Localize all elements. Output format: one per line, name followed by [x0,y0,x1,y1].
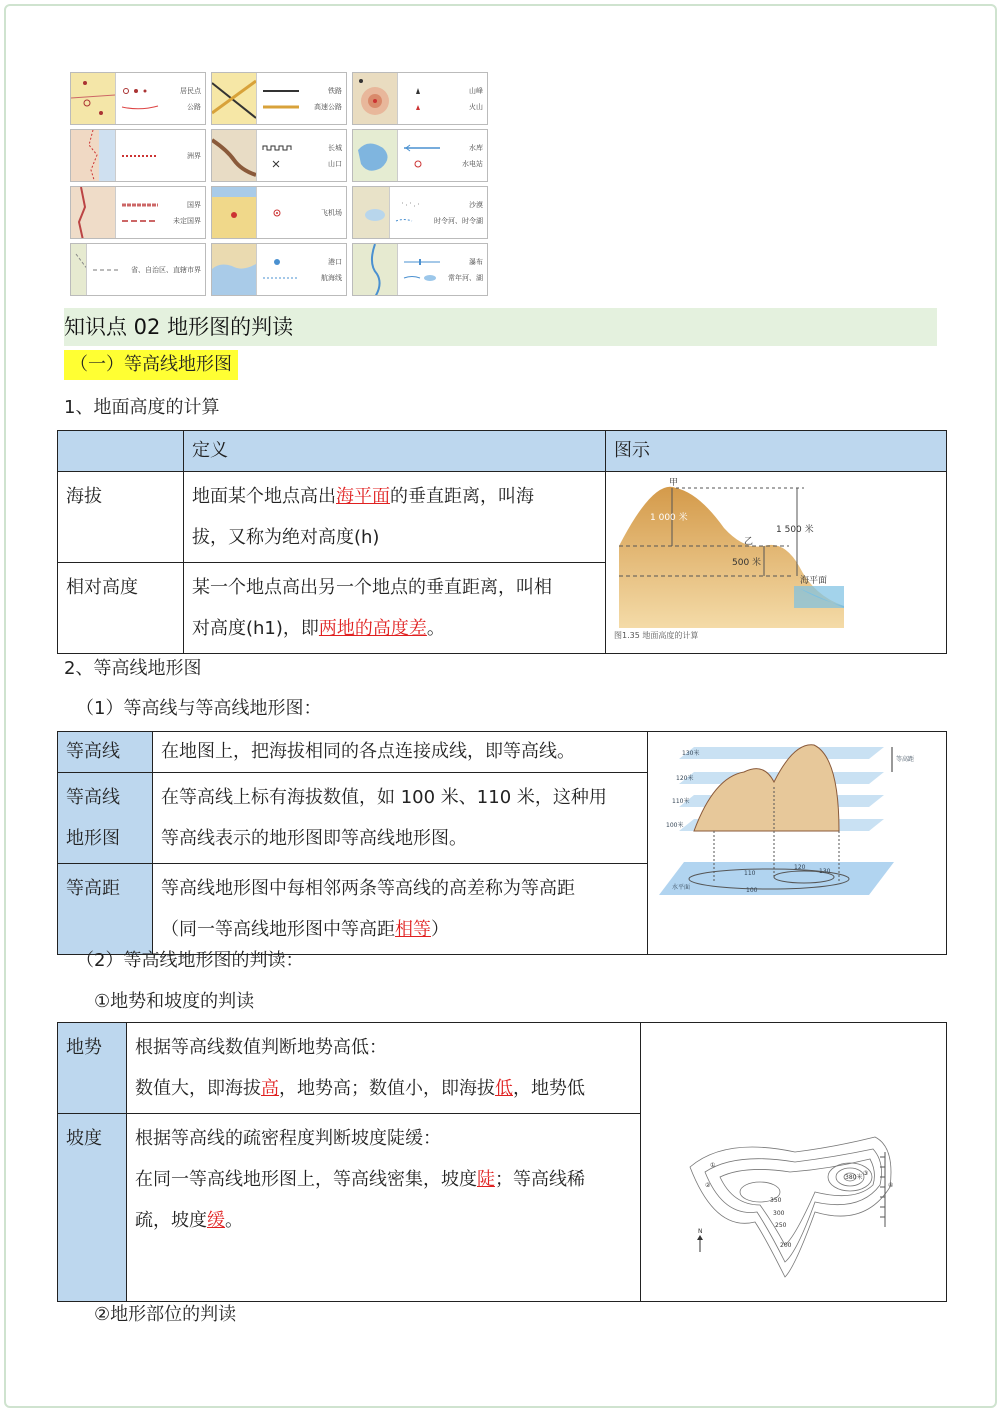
contour-definition-table [57,731,947,955]
legend-cell-settlement [70,72,206,125]
term-terrain: 地势 [58,1023,127,1114]
legend-label: 公路 [187,102,201,111]
legend-label: 航海线 [321,273,342,282]
legend-map-thumb [71,73,116,124]
contour-value-130: 130 [819,868,831,875]
legend-label: 未定国界 [173,216,201,225]
legend-label: 国界 [187,200,201,209]
plane-label-110: 110米 [672,798,690,805]
definition-terrain: 根据等高线数值判断地势高低： 数值大，即海拔高，地势高；数值小，即海拔低，地势低 [127,1023,641,1114]
legend-cell-waterfall [352,243,488,296]
legend-map-thumb [353,187,390,238]
definition-contour-interval: 等高线地形图中每相邻两条等高线的高差称为等高距 （同一等高线地形图中等高距相等） [153,864,648,955]
river-lake-symbol-icon [402,274,442,282]
marker-4: ④ [888,1182,894,1189]
contour-label-350: 350 [770,1197,782,1204]
legend-cell-national-boundary [70,186,206,239]
seasonal-river-symbol-icon [394,217,434,225]
marker-3: ③ [863,1170,869,1177]
legend-label: 水电站 [462,159,483,168]
continent-boundary-symbol-icon [120,152,160,160]
legend-map-thumb [353,73,398,124]
port-symbol-icon [261,258,301,266]
highlight-low: 低 [495,1078,513,1099]
legend-cell-province-boundary [70,243,206,296]
contour-3d-figure-cell [648,732,947,955]
label-sea-level: 海平面 [800,576,828,586]
subsection-contour-lines: （1）等高线与等高线地形图： [76,698,322,719]
railway-symbol-icon [261,87,301,95]
great-wall-symbol-icon [261,144,301,152]
altitude-diagram [614,478,904,648]
highlight-equal: 相等 [395,919,431,940]
legend-map-thumb [212,130,257,181]
legend-cell-great-wall [211,129,347,182]
term-relative-height: 相对高度 [58,563,184,654]
map-legend-grid [70,72,488,297]
legend-cell-airport [211,186,347,239]
plane-label-120: 120米 [676,775,694,782]
term-contour-map: 等高线 地形图 [58,773,153,864]
settlement-symbol-icon [120,87,160,95]
legend-cell-railway [211,72,347,125]
legend-cell-continent-boundary [70,129,206,182]
contour-3d-diagram [654,737,944,932]
label-1000m: 1 000 米 [650,513,688,523]
national-boundary-symbol-icon [120,201,160,209]
peak-symbol-icon [402,87,442,95]
legend-label: 铁路 [328,86,342,95]
label-500m: 500 米 [732,558,762,568]
legend-label: 火山 [469,102,483,111]
legend-cell-peak [352,72,488,125]
legend-label: 时令河、时令湖 [434,216,483,225]
definition-altitude: 地面某个地点高出海平面的垂直距离，叫海 拔，又称为绝对高度(h) [184,472,606,563]
label-yi: 乙 [744,537,754,547]
legend-map-thumb [212,244,257,295]
peak-label: 380米 [845,1174,863,1181]
contour-label-200: 200 [780,1242,792,1249]
figure-caption: 图1.35 地面高度的计算 [614,631,699,640]
contour-value-110: 110 [744,870,756,877]
label-jia: 甲 [669,478,679,488]
term-altitude: 海拔 [58,472,184,563]
item-terrain-slope: ①地势和坡度的判读 [94,991,255,1012]
airport-symbol-icon [261,209,301,217]
legend-cell-desert [352,186,488,239]
legend-map-thumb [71,244,87,295]
term-contour-line: 等高线 [58,732,153,773]
hydropower-symbol-icon [402,160,442,168]
legend-cell-port [211,243,347,296]
legend-map-thumb [212,187,257,238]
legend-label: 山口 [328,159,342,168]
highway-symbol-icon [261,103,301,111]
legend-label: 高速公路 [314,102,342,111]
term-slope: 坡度 [58,1114,127,1302]
legend-label: 洲界 [187,151,201,160]
volcano-symbol-icon [402,103,442,111]
legend-label: 长城 [328,143,342,152]
term-contour-interval: 等高距 [58,864,153,955]
table-header-figure: 图示 [606,431,947,472]
contour-map-subheading: （一）等高线地形图 [64,350,238,380]
legend-label: 沙漠 [469,200,483,209]
highlight-gentle: 缓 [207,1210,225,1231]
subsection-contour-reading: （2）等高线地形图的判读： [76,950,304,971]
pass-symbol-icon [261,160,301,168]
undetermined-boundary-symbol-icon [120,217,160,225]
contour-map-figure-cell [641,1023,947,1302]
table-header-definition: 定义 [184,431,606,472]
contour-label-250: 250 [775,1222,787,1229]
plane-label-100: 100米 [666,822,684,829]
highlight-height-difference: 两地的高度差 [318,618,427,639]
legend-label: 瀑布 [469,257,483,266]
contour-label-300: 300 [773,1210,785,1217]
legend-label: 水库 [469,143,483,152]
legend-label: 港口 [328,257,342,266]
road-symbol-icon [120,103,160,111]
plane-label-130: 130米 [682,750,700,757]
definition-slope: 根据等高线的疏密程度判断坡度陡缓： 在同一等高线地形图上，等高线密集，坡度陡；等高线稀 疏，坡度缓。 [127,1114,641,1302]
province-boundary-symbol-icon [91,266,131,274]
contour-map-diagram [645,1027,945,1292]
horizontal-plane-label: 水平面 [672,884,691,891]
highlight-sea-level: 海平面 [336,486,390,507]
legend-map-thumb [71,187,116,238]
highlight-steep: 陡 [477,1169,495,1190]
contour-interval-label: 等高距 [896,756,915,763]
contour-value-100: 100 [746,887,758,894]
altitude-figure-cell [606,472,947,654]
legend-map-thumb [212,73,257,124]
contour-value-120: 120 [794,864,806,871]
section-ground-height-title: 1、地面高度的计算 [64,397,220,418]
highlight-high: 高 [261,1078,279,1099]
waterfall-symbol-icon [402,258,442,266]
item-terrain-parts: ②地形部位的判读 [94,1304,237,1325]
table-header-empty [58,431,184,472]
shipping-route-symbol-icon [261,274,301,282]
reservoir-symbol-icon [402,144,442,152]
legend-map-thumb [353,244,398,295]
definition-relative-height: 某一个地点高出另一个地点的垂直距离，叫相 对高度(h1)，即两地的高度差。 [184,563,606,654]
legend-label: 飞机场 [321,208,342,217]
terrain-slope-table [57,1022,947,1302]
north-arrow-label: N [698,1228,703,1235]
definition-contour-map: 在等高线上标有海拔数值，如 100 米、110 米，这种用 等高线表示的地形图即等高线地形图。 [153,773,648,864]
legend-label: 山峰 [469,86,483,95]
altitude-table [57,430,947,654]
legend-map-thumb [353,130,398,181]
definition-contour-line: 在地图上，把海拔相同的各点连接成线，即等高线。 [153,732,648,773]
legend-label: 省、自治区、直辖市界 [131,265,201,274]
legend-label: 居民点 [180,86,201,95]
legend-map-thumb [71,130,116,181]
legend-cell-reservoir [352,129,488,182]
section-contour-map-title: 2、等高线地形图 [64,658,202,679]
desert-symbol-icon [394,201,434,209]
marker-2: ② [705,1182,711,1189]
label-1500m: 1 500 米 [776,525,814,535]
legend-label: 常年河、湖 [448,273,483,282]
marker-1: ① [710,1162,716,1169]
knowledge-point-heading: 知识点 02 地形图的判读 [64,308,937,346]
